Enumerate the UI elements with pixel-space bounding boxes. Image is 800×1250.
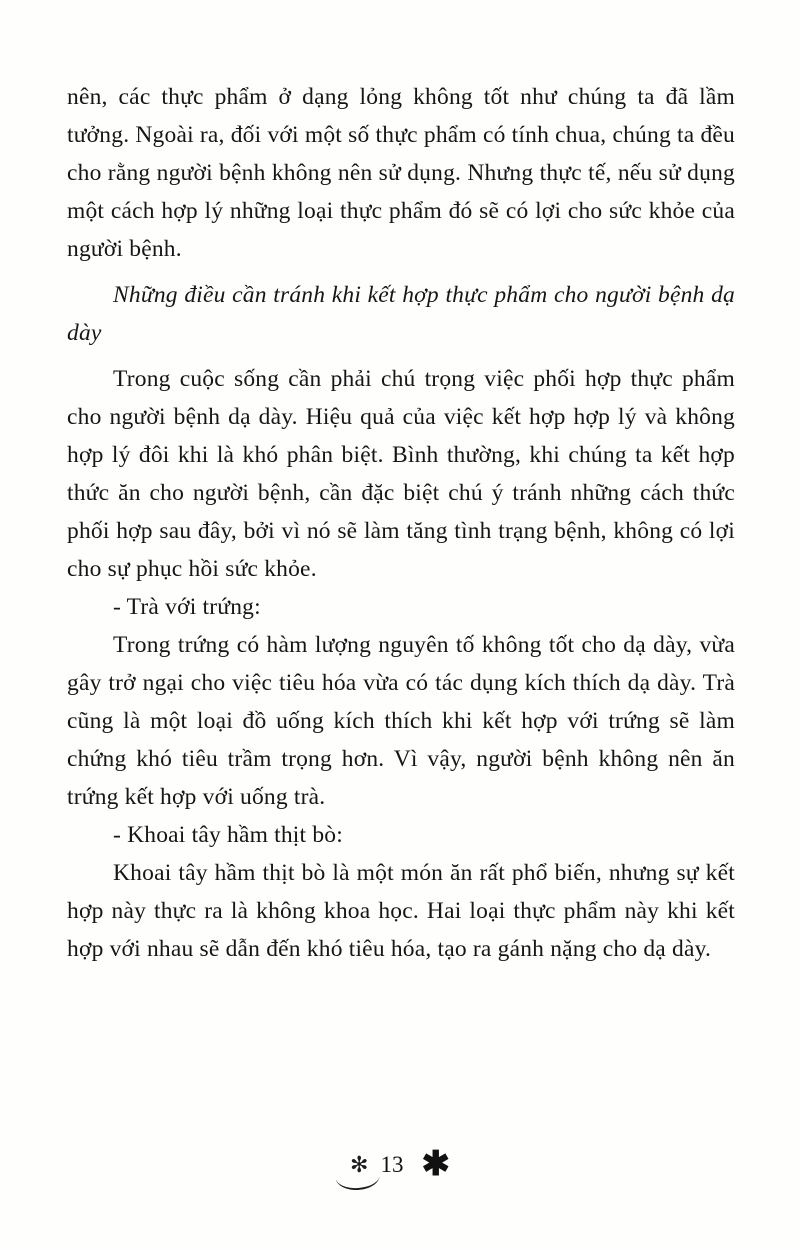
paragraph: nên, các thực phẩm ở dạng lỏng không tốt như chúng ta đã lầm tưởng. Ngoài ra, đối với một số thực phẩm có tính chua, chúng ta đều cho rằng người bệnh không nên sử dụng. Nhưng thực tế, nếu sử dụng một cách hợp lý những loại thực phẩm đó sẽ có lợi cho sức khỏe của người bệnh.: [67, 84, 735, 262]
asterisk-flower-icon: ✱: [421, 1146, 450, 1183]
flourish-curve: [336, 1172, 381, 1191]
section-heading: Những điều cần tránh khi kết hợp thực phẩm cho người bệnh dạ dày: [67, 282, 735, 346]
star-flourish-icon: ✻: [350, 1154, 368, 1176]
page-number: 13: [380, 1152, 404, 1177]
page-footer: [0, 1148, 800, 1182]
page-text-block: [67, 78, 735, 968]
list-item-label: - Trà với trứng:: [113, 594, 261, 620]
list-item-label: - Khoai tây hầm thịt bò:: [113, 822, 343, 848]
paragraph: Trong cuộc sống cần phải chú trọng việc phối hợp thực phẩm cho người bệnh dạ dày. Hiệu quả của việc kết hợp hợp lý và không hợp lý đôi khi là khó phân biệt. Bình thường, khi chúng ta kết hợp thức ăn cho người bệnh, cần đặc biệt chú ý tránh những cách thức phối hợp sau đây, bởi vì nó sẽ làm tăng tình trạng bệnh, không có lợi cho sự phục hồi sức khỏe.: [67, 366, 735, 582]
paragraph: Khoai tây hầm thịt bò là một món ăn rất phổ biến, nhưng sự kết hợp này thực ra là không khoa học. Hai loại thực phẩm này khi kết hợp với nhau sẽ dẫn đến khó tiêu hóa, tạo ra gánh nặng cho dạ dày.: [67, 860, 735, 962]
paragraph: Trong trứng có hàm lượng nguyên tố không tốt cho dạ dày, vừa gây trở ngại cho việc tiêu hóa vừa có tác dụng kích thích dạ dày. Trà cũng là một loại đồ uống kích thích khi kết hợp với trứng sẽ làm chứng khó tiêu trầm trọng hơn. Vì vậy, người bệnh không nên ăn trứng kết hợp với uống trà.: [67, 632, 735, 810]
